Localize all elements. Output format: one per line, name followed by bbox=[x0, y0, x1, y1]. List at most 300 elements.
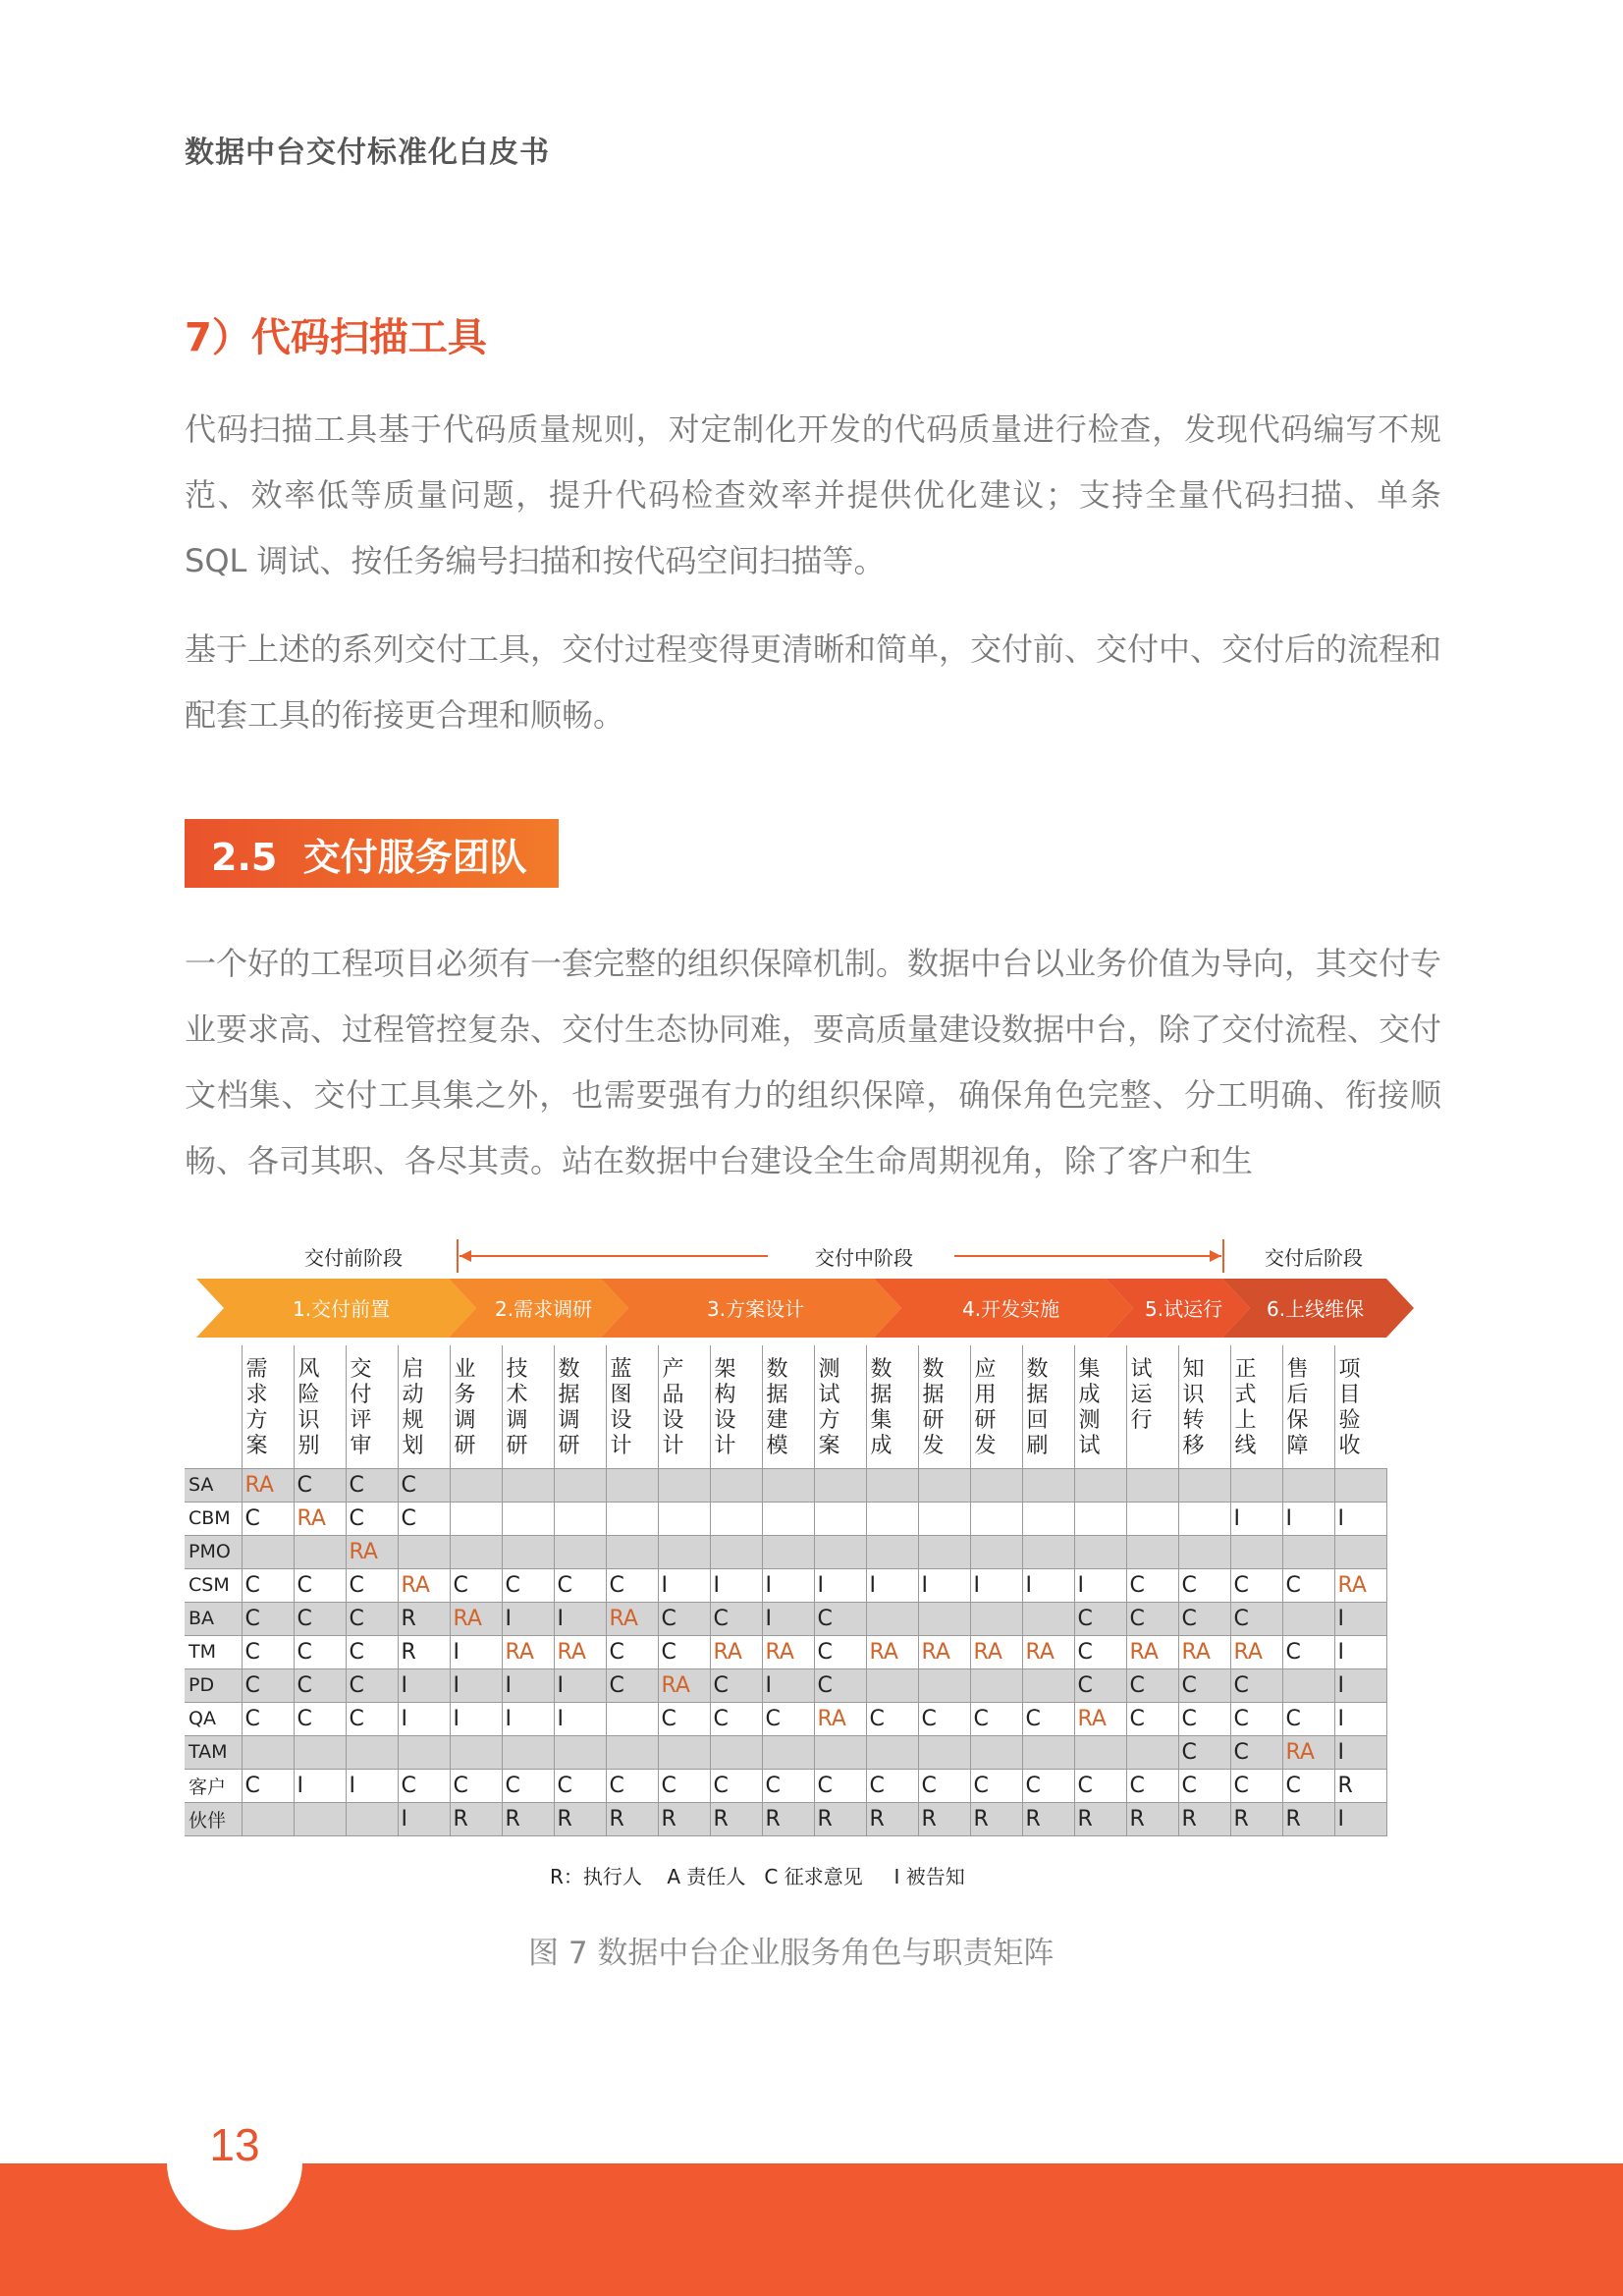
raci-cell: RA bbox=[918, 1635, 970, 1668]
raci-cell: C bbox=[450, 1568, 502, 1602]
raci-cell bbox=[502, 1735, 554, 1769]
raci-cell: C bbox=[346, 1702, 398, 1735]
raci-cell: C bbox=[294, 1635, 346, 1668]
raci-cell bbox=[866, 1602, 918, 1635]
raci-cell bbox=[918, 1468, 970, 1502]
raci-cell: C bbox=[1178, 1568, 1230, 1602]
activity-header: 产品设计 bbox=[658, 1345, 710, 1468]
raci-cell: R bbox=[918, 1802, 970, 1835]
raci-cell: C bbox=[398, 1769, 450, 1802]
stage-label-5: 5.试运行 bbox=[1145, 1297, 1223, 1321]
raci-cell: RA bbox=[1178, 1635, 1230, 1668]
raci-cell bbox=[1282, 1468, 1334, 1502]
raci-cell: C bbox=[658, 1635, 710, 1668]
matrix-legend: R：执行人 A 责任人 C 征求意见 I 被告知 bbox=[550, 1865, 965, 1888]
raci-cell bbox=[866, 1468, 918, 1502]
raci-cell: I bbox=[450, 1635, 502, 1668]
raci-cell bbox=[450, 1535, 502, 1568]
raci-cell bbox=[606, 1502, 658, 1535]
activity-header: 需求方案 bbox=[242, 1345, 294, 1468]
raci-cell: I bbox=[1334, 1735, 1386, 1769]
running-header: 数据中台交付标准化白皮书 bbox=[185, 136, 550, 170]
raci-cell: C bbox=[970, 1769, 1022, 1802]
subsection-heading: 7）代码扫描工具 bbox=[185, 315, 487, 360]
raci-cell bbox=[450, 1502, 502, 1535]
activity-header: 集成测试 bbox=[1074, 1345, 1126, 1468]
raci-cell bbox=[1230, 1468, 1282, 1502]
raci-cell: C bbox=[502, 1769, 554, 1802]
raci-cell: R bbox=[866, 1802, 918, 1835]
raci-cell: C bbox=[1230, 1769, 1282, 1802]
raci-cell bbox=[606, 1702, 658, 1735]
raci-cell: C bbox=[294, 1468, 346, 1502]
role-label: 伙伴 bbox=[185, 1802, 242, 1835]
raci-cell: I bbox=[346, 1769, 398, 1802]
raci-cell: C bbox=[1230, 1735, 1282, 1769]
raci-cell: C bbox=[918, 1702, 970, 1735]
raci-cell: C bbox=[606, 1769, 658, 1802]
raci-cell: C bbox=[450, 1769, 502, 1802]
raci-cell: C bbox=[502, 1568, 554, 1602]
raci-cell: RA bbox=[1022, 1635, 1074, 1668]
raci-cell bbox=[1126, 1735, 1178, 1769]
raci-cell bbox=[1074, 1468, 1126, 1502]
raci-cell: C bbox=[658, 1602, 710, 1635]
raci-cell: I bbox=[554, 1702, 606, 1735]
raci-cell: C bbox=[762, 1769, 814, 1802]
matrix-row bbox=[185, 1702, 1386, 1735]
matrix-row bbox=[185, 1735, 1386, 1769]
raci-cell: RA bbox=[814, 1702, 866, 1735]
raci-cell bbox=[1074, 1502, 1126, 1535]
raci-cell: I bbox=[814, 1568, 866, 1602]
raci-cell: R bbox=[398, 1602, 450, 1635]
raci-cell: R bbox=[1334, 1769, 1386, 1802]
raci-cell: C bbox=[1126, 1568, 1178, 1602]
raci-cell bbox=[1126, 1535, 1178, 1568]
activity-header: 启动规划 bbox=[398, 1345, 450, 1468]
raci-cell bbox=[814, 1535, 866, 1568]
raci-cell: R bbox=[814, 1802, 866, 1835]
raci-cell bbox=[502, 1502, 554, 1535]
raci-cell bbox=[814, 1502, 866, 1535]
raci-cell: C bbox=[1074, 1635, 1126, 1668]
activity-header: 数据研发 bbox=[918, 1345, 970, 1468]
raci-cell: I bbox=[398, 1802, 450, 1835]
raci-cell bbox=[658, 1535, 710, 1568]
stage-label-3: 3.方案设计 bbox=[707, 1297, 805, 1321]
raci-cell: I bbox=[294, 1769, 346, 1802]
raci-cell bbox=[398, 1535, 450, 1568]
activity-header-row bbox=[185, 1345, 1386, 1468]
raci-cell bbox=[970, 1735, 1022, 1769]
raci-cell bbox=[970, 1502, 1022, 1535]
raci-cell: I bbox=[554, 1602, 606, 1635]
raci-cell: C bbox=[242, 1702, 294, 1735]
activity-header: 交付评审 bbox=[346, 1345, 398, 1468]
raci-cell: C bbox=[242, 1769, 294, 1802]
raci-cell bbox=[970, 1468, 1022, 1502]
raci-cell: C bbox=[1022, 1769, 1074, 1802]
raci-cell bbox=[1178, 1535, 1230, 1568]
raci-cell: RA bbox=[606, 1602, 658, 1635]
activity-header: 知识转移 bbox=[1178, 1345, 1230, 1468]
raci-cell bbox=[866, 1735, 918, 1769]
raci-cell: C bbox=[866, 1702, 918, 1735]
raci-cell: C bbox=[1126, 1602, 1178, 1635]
raci-cell bbox=[918, 1535, 970, 1568]
raci-cell: RA bbox=[1126, 1635, 1178, 1668]
raci-cell: I bbox=[450, 1668, 502, 1702]
activity-header: 风险识别 bbox=[294, 1345, 346, 1468]
raci-cell: C bbox=[762, 1702, 814, 1735]
matrix-row bbox=[185, 1602, 1386, 1635]
role-label: PD bbox=[185, 1668, 242, 1702]
raci-cell bbox=[294, 1735, 346, 1769]
raci-cell: C bbox=[606, 1668, 658, 1702]
role-label: QA bbox=[185, 1702, 242, 1735]
raci-cell bbox=[1178, 1468, 1230, 1502]
raci-cell: C bbox=[814, 1769, 866, 1802]
raci-cell: C bbox=[242, 1668, 294, 1702]
raci-cell bbox=[294, 1802, 346, 1835]
activity-header: 项目验收 bbox=[1334, 1345, 1386, 1468]
raci-cell: R bbox=[1230, 1802, 1282, 1835]
activity-header: 售后保障 bbox=[1282, 1345, 1334, 1468]
raci-cell: C bbox=[1126, 1769, 1178, 1802]
raci-cell: I bbox=[762, 1668, 814, 1702]
raci-cell: RA bbox=[554, 1635, 606, 1668]
raci-cell: RA bbox=[866, 1635, 918, 1668]
raci-cell: C bbox=[294, 1668, 346, 1702]
raci-cell: I bbox=[1074, 1568, 1126, 1602]
raci-cell: C bbox=[294, 1568, 346, 1602]
raci-cell: I bbox=[762, 1568, 814, 1602]
raci-cell: C bbox=[242, 1568, 294, 1602]
role-label: SA bbox=[185, 1468, 242, 1502]
raci-cell: R bbox=[398, 1635, 450, 1668]
raci-cell: C bbox=[242, 1502, 294, 1535]
matrix-row bbox=[185, 1802, 1386, 1835]
raci-cell bbox=[970, 1602, 1022, 1635]
raci-cell bbox=[866, 1502, 918, 1535]
raci-cell bbox=[450, 1468, 502, 1502]
matrix-row bbox=[185, 1535, 1386, 1568]
stage-label-1: 1.交付前置 bbox=[293, 1297, 391, 1321]
raci-cell: C bbox=[1178, 1668, 1230, 1702]
raci-cell: C bbox=[710, 1769, 762, 1802]
raci-cell bbox=[1282, 1535, 1334, 1568]
raci-cell: I bbox=[658, 1568, 710, 1602]
raci-cell bbox=[814, 1468, 866, 1502]
raci-cell: RA bbox=[710, 1635, 762, 1668]
raci-cell: C bbox=[1126, 1668, 1178, 1702]
raci-cell: C bbox=[1230, 1602, 1282, 1635]
raci-cell bbox=[918, 1668, 970, 1702]
raci-cell bbox=[242, 1802, 294, 1835]
raci-cell bbox=[1022, 1735, 1074, 1769]
raci-cell bbox=[762, 1468, 814, 1502]
raci-cell bbox=[1282, 1668, 1334, 1702]
raci-cell: I bbox=[1334, 1635, 1386, 1668]
raci-cell bbox=[606, 1535, 658, 1568]
raci-cell bbox=[502, 1468, 554, 1502]
raci-cell: RA bbox=[398, 1568, 450, 1602]
matrix-row bbox=[185, 1769, 1386, 1802]
raci-cell: C bbox=[658, 1769, 710, 1802]
activity-header: 应用研发 bbox=[970, 1345, 1022, 1468]
raci-cell: RA bbox=[346, 1535, 398, 1568]
raci-cell bbox=[1022, 1468, 1074, 1502]
activity-header: 数据集成 bbox=[866, 1345, 918, 1468]
raci-cell: I bbox=[450, 1702, 502, 1735]
raci-cell: I bbox=[502, 1602, 554, 1635]
raci-cell bbox=[918, 1502, 970, 1535]
raci-cell: C bbox=[398, 1468, 450, 1502]
raci-cell: C bbox=[710, 1668, 762, 1702]
raci-cell bbox=[762, 1502, 814, 1535]
raci-cell: I bbox=[970, 1568, 1022, 1602]
raci-matrix bbox=[185, 1345, 1387, 1836]
raci-cell: C bbox=[814, 1602, 866, 1635]
raci-cell bbox=[1126, 1468, 1178, 1502]
raci-cell bbox=[294, 1535, 346, 1568]
raci-cell: C bbox=[1282, 1568, 1334, 1602]
phase-label-mid: 交付中阶段 bbox=[815, 1246, 913, 1270]
raci-cell: C bbox=[658, 1702, 710, 1735]
raci-cell: I bbox=[1282, 1502, 1334, 1535]
raci-cell: C bbox=[814, 1668, 866, 1702]
raci-cell bbox=[918, 1735, 970, 1769]
raci-cell: R bbox=[710, 1802, 762, 1835]
raci-cell: RA bbox=[970, 1635, 1022, 1668]
raci-cell bbox=[1074, 1735, 1126, 1769]
raci-cell: I bbox=[1334, 1502, 1386, 1535]
raci-cell: C bbox=[1230, 1568, 1282, 1602]
raci-cell: C bbox=[1074, 1668, 1126, 1702]
matrix-row bbox=[185, 1502, 1386, 1535]
raci-cell: C bbox=[1282, 1702, 1334, 1735]
raci-cell bbox=[554, 1468, 606, 1502]
raci-cell bbox=[242, 1535, 294, 1568]
raci-cell: C bbox=[294, 1702, 346, 1735]
raci-cell bbox=[866, 1535, 918, 1568]
raci-cell: C bbox=[1282, 1769, 1334, 1802]
role-label: PMO bbox=[185, 1535, 242, 1568]
raci-cell bbox=[1282, 1602, 1334, 1635]
raci-cell bbox=[762, 1735, 814, 1769]
role-label: CSM bbox=[185, 1568, 242, 1602]
raci-cell: R bbox=[450, 1802, 502, 1835]
raci-cell bbox=[346, 1735, 398, 1769]
raci-cell: R bbox=[1282, 1802, 1334, 1835]
activity-header: 试运行 bbox=[1126, 1345, 1178, 1468]
phase-label-pre: 交付前阶段 bbox=[304, 1246, 403, 1270]
raci-cell bbox=[918, 1602, 970, 1635]
matrix-corner bbox=[185, 1345, 242, 1468]
raci-cell: RA bbox=[762, 1635, 814, 1668]
raci-cell bbox=[970, 1535, 1022, 1568]
raci-cell bbox=[1230, 1535, 1282, 1568]
raci-cell: C bbox=[554, 1568, 606, 1602]
raci-cell: C bbox=[710, 1702, 762, 1735]
raci-cell: I bbox=[1334, 1702, 1386, 1735]
raci-cell: C bbox=[398, 1502, 450, 1535]
raci-cell: I bbox=[554, 1668, 606, 1702]
matrix-row bbox=[185, 1635, 1386, 1668]
raci-cell: C bbox=[1178, 1702, 1230, 1735]
raci-cell: R bbox=[1074, 1802, 1126, 1835]
raci-cell: R bbox=[554, 1802, 606, 1835]
matrix-row bbox=[185, 1568, 1386, 1602]
raci-cell: RA bbox=[242, 1468, 294, 1502]
raci-cell: C bbox=[710, 1602, 762, 1635]
raci-cell: C bbox=[918, 1769, 970, 1802]
raci-cell: C bbox=[606, 1635, 658, 1668]
raci-cell: R bbox=[970, 1802, 1022, 1835]
raci-cell: C bbox=[346, 1635, 398, 1668]
raci-cell bbox=[346, 1802, 398, 1835]
raci-cell: C bbox=[294, 1602, 346, 1635]
raci-cell: RA bbox=[658, 1668, 710, 1702]
raci-cell: R bbox=[1178, 1802, 1230, 1835]
raci-cell: R bbox=[1126, 1802, 1178, 1835]
raci-cell: I bbox=[710, 1568, 762, 1602]
raci-cell: C bbox=[346, 1502, 398, 1535]
raci-cell bbox=[1022, 1535, 1074, 1568]
matrix-row bbox=[185, 1668, 1386, 1702]
raci-cell: C bbox=[346, 1568, 398, 1602]
raci-cell: C bbox=[1282, 1635, 1334, 1668]
raci-cell: C bbox=[554, 1769, 606, 1802]
raci-cell bbox=[710, 1468, 762, 1502]
raci-cell: RA bbox=[1230, 1635, 1282, 1668]
raci-cell bbox=[1178, 1502, 1230, 1535]
raci-cell: C bbox=[1178, 1602, 1230, 1635]
raci-cell bbox=[1126, 1502, 1178, 1535]
role-label: 客户 bbox=[185, 1769, 242, 1802]
raci-cell: I bbox=[1230, 1502, 1282, 1535]
raci-cell: RA bbox=[1334, 1568, 1386, 1602]
raci-cell bbox=[1074, 1535, 1126, 1568]
raci-cell: I bbox=[1022, 1568, 1074, 1602]
raci-cell bbox=[658, 1468, 710, 1502]
figure-caption: 图 7 数据中台企业服务角色与职责矩阵 bbox=[528, 1936, 1055, 1971]
activity-header: 数据建模 bbox=[762, 1345, 814, 1468]
raci-cell: C bbox=[1074, 1602, 1126, 1635]
activity-header: 数据回刷 bbox=[1022, 1345, 1074, 1468]
raci-cell: R bbox=[762, 1802, 814, 1835]
role-label: TM bbox=[185, 1635, 242, 1668]
raci-cell: I bbox=[1334, 1802, 1386, 1835]
raci-cell bbox=[242, 1735, 294, 1769]
raci-cell: RA bbox=[1074, 1702, 1126, 1735]
raci-cell bbox=[710, 1735, 762, 1769]
raci-cell bbox=[658, 1735, 710, 1769]
raci-cell: R bbox=[1022, 1802, 1074, 1835]
activity-header: 业务调研 bbox=[450, 1345, 502, 1468]
raci-cell bbox=[1022, 1502, 1074, 1535]
role-label: CBM bbox=[185, 1502, 242, 1535]
raci-cell: C bbox=[1230, 1668, 1282, 1702]
raci-cell: I bbox=[502, 1702, 554, 1735]
stage-label-4: 4.开发实施 bbox=[962, 1297, 1060, 1321]
role-label: BA bbox=[185, 1602, 242, 1635]
raci-cell: C bbox=[1074, 1769, 1126, 1802]
raci-cell bbox=[710, 1535, 762, 1568]
raci-cell: C bbox=[346, 1468, 398, 1502]
activity-header: 蓝图设计 bbox=[606, 1345, 658, 1468]
raci-cell: I bbox=[866, 1568, 918, 1602]
raci-cell bbox=[814, 1735, 866, 1769]
raci-cell: R bbox=[502, 1802, 554, 1835]
raci-cell bbox=[502, 1535, 554, 1568]
role-label: TAM bbox=[185, 1735, 242, 1769]
raci-cell: I bbox=[398, 1668, 450, 1702]
raci-cell bbox=[554, 1535, 606, 1568]
phase-label-post: 交付后阶段 bbox=[1265, 1246, 1363, 1270]
raci-cell: C bbox=[346, 1668, 398, 1702]
raci-cell: I bbox=[502, 1668, 554, 1702]
raci-cell bbox=[554, 1735, 606, 1769]
raci-cell bbox=[1022, 1668, 1074, 1702]
raci-cell: C bbox=[1178, 1735, 1230, 1769]
paragraph-tools-summary: 基于上述的系列交付工具，交付过程变得更清晰和简单，交付前、交付中、交付后的流程和配套工具的衔接更合理和顺畅。 bbox=[185, 630, 1442, 734]
page-number: 13 bbox=[167, 2095, 302, 2230]
paragraph-delivery-team: 一个好的工程项目必须有一套完整的组织保障机制。数据中台以业务价值为导向，其交付专业要求高、过程管控复杂、交付生态协同难，要高质量建设数据中台，除了交付流程、交付文档集、交付工具集之外，也需要强有力的组织保障，确保角色完整、分工明确、衔接顺畅、各司其职、各尽其责。站在数据中台建设全生命周期视角，除了客户和生 bbox=[185, 945, 1442, 1179]
paragraph-code-scan: 代码扫描工具基于代码质量规则，对定制化开发的代码质量进行检查，发现代码编写不规范、效率低等质量问题，提升代码检查效率并提供优化建议；支持全量代码扫描、单条 SQL 调试、按任务编号扫描和按代码空间扫描等。 bbox=[185, 410, 1441, 579]
raci-cell: C bbox=[242, 1602, 294, 1635]
raci-cell bbox=[1022, 1602, 1074, 1635]
raci-cell bbox=[866, 1668, 918, 1702]
raci-cell bbox=[1334, 1468, 1386, 1502]
raci-cell bbox=[970, 1668, 1022, 1702]
raci-cell: C bbox=[814, 1635, 866, 1668]
raci-cell: RA bbox=[450, 1602, 502, 1635]
raci-cell: C bbox=[606, 1568, 658, 1602]
raci-cell: C bbox=[1126, 1702, 1178, 1735]
raci-cell bbox=[398, 1735, 450, 1769]
raci-cell bbox=[1334, 1535, 1386, 1568]
raci-cell: RA bbox=[1282, 1735, 1334, 1769]
raci-cell: C bbox=[970, 1702, 1022, 1735]
raci-cell: R bbox=[606, 1802, 658, 1835]
activity-header: 架构设计 bbox=[710, 1345, 762, 1468]
raci-cell bbox=[554, 1502, 606, 1535]
raci-cell: I bbox=[398, 1702, 450, 1735]
raci-cell: C bbox=[1230, 1702, 1282, 1735]
raci-cell: C bbox=[346, 1602, 398, 1635]
raci-cell bbox=[606, 1735, 658, 1769]
section-title: 2.5 交付服务团队 bbox=[211, 835, 527, 879]
raci-cell bbox=[762, 1535, 814, 1568]
raci-cell: C bbox=[866, 1769, 918, 1802]
raci-cell: I bbox=[762, 1602, 814, 1635]
raci-cell: C bbox=[242, 1635, 294, 1668]
stage-label-2: 2.需求调研 bbox=[495, 1297, 593, 1321]
raci-cell bbox=[606, 1468, 658, 1502]
raci-cell bbox=[658, 1502, 710, 1535]
matrix-row bbox=[185, 1468, 1386, 1502]
activity-header: 正式上线 bbox=[1230, 1345, 1282, 1468]
raci-cell: I bbox=[1334, 1668, 1386, 1702]
raci-cell: RA bbox=[294, 1502, 346, 1535]
raci-cell bbox=[710, 1502, 762, 1535]
raci-cell: C bbox=[1022, 1702, 1074, 1735]
raci-cell: RA bbox=[502, 1635, 554, 1668]
raci-cell bbox=[450, 1735, 502, 1769]
stage-label-6: 6.上线维保 bbox=[1267, 1297, 1365, 1321]
